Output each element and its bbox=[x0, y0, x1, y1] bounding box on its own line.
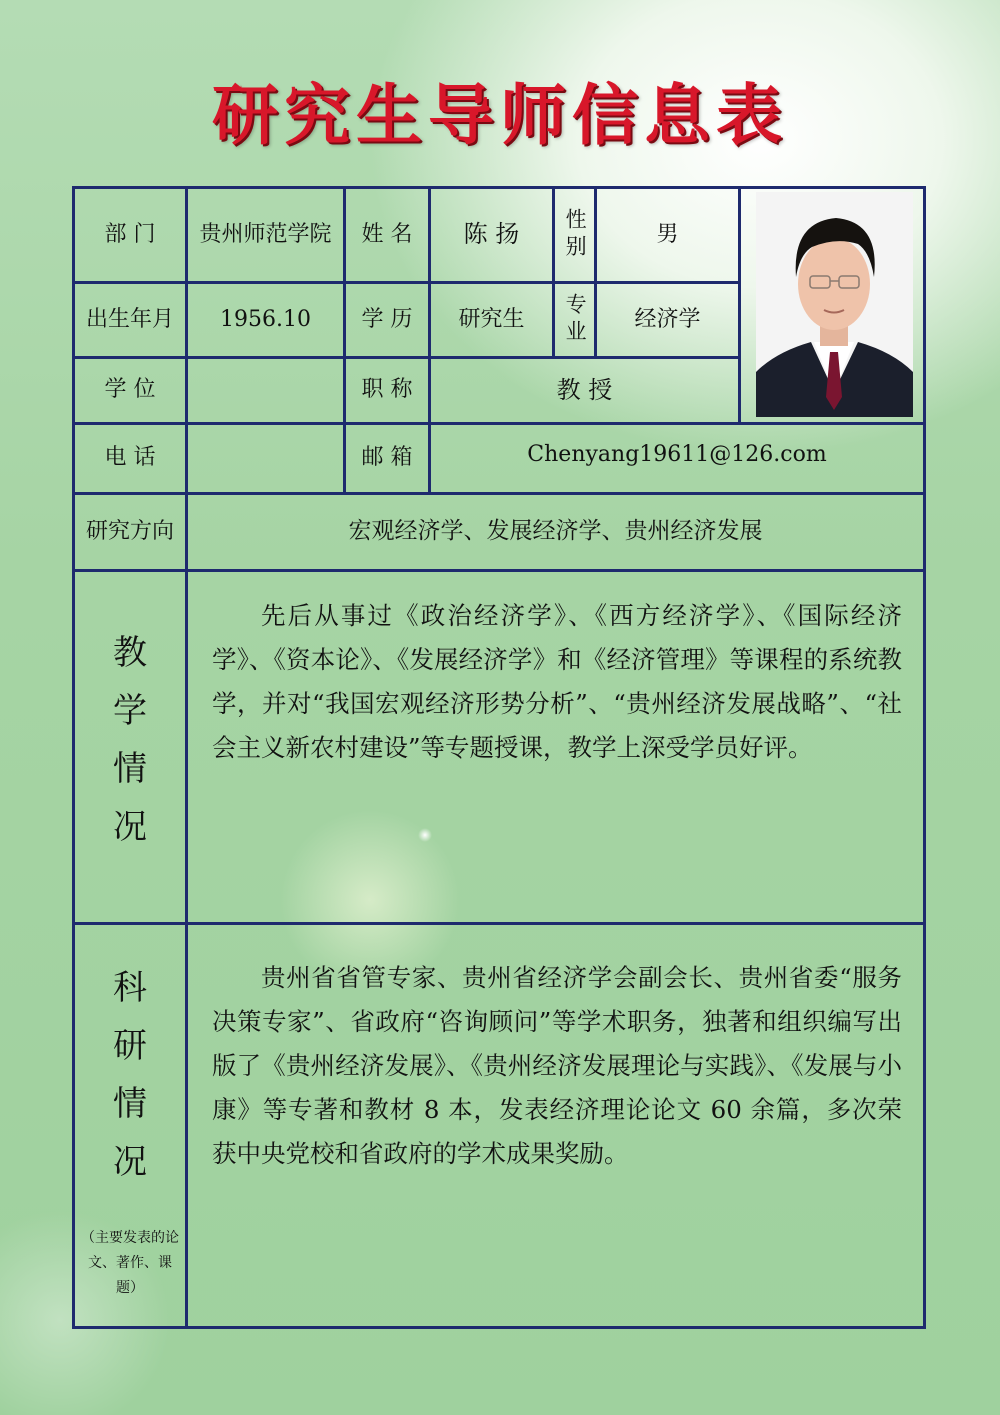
title-value: 教 授 bbox=[556, 375, 613, 404]
teaching-label-char: 学 bbox=[113, 691, 147, 731]
gender-value: 男 bbox=[656, 221, 679, 247]
teaching-text: 先后从事过《政治经济学》、《西方经济学》、《国际经济学》、《资本论》、《发展经济学》和《经济管理》等课程的系统教学，并对“我国宏观经济形势分析”、“贵州经济发展战略”、“社会主义新农村建设”等专题授课，教学上深受学员好评。 bbox=[212, 601, 902, 762]
birth-value: 1956.10 bbox=[220, 306, 311, 332]
info-table bbox=[72, 186, 926, 1329]
edu-label: 学 历 bbox=[361, 306, 413, 332]
research-direction-value: 宏观经济学、发展经济学、贵州经济发展 bbox=[348, 518, 763, 545]
research-note: （主要发表的论文、著作、课题） bbox=[81, 1230, 179, 1296]
teaching-label-char: 情 bbox=[113, 749, 147, 789]
email-value: Chenyang19611@126.com bbox=[527, 442, 827, 467]
page-title: 研究生导师信息表 bbox=[212, 77, 788, 154]
title-label: 职 称 bbox=[361, 377, 413, 403]
phone-label: 电 话 bbox=[104, 445, 156, 471]
research-label bbox=[75, 925, 185, 1225]
teaching-label-char: 教 bbox=[113, 633, 147, 673]
teaching-label-char: 况 bbox=[113, 807, 147, 847]
dept-label: 部 门 bbox=[104, 221, 156, 247]
degree-label: 学 位 bbox=[104, 377, 156, 403]
edu-value: 研究生 bbox=[458, 306, 525, 332]
research-label-char: 研 bbox=[113, 1026, 147, 1066]
name-label: 姓 名 bbox=[361, 221, 413, 247]
portrait-photo bbox=[756, 192, 913, 417]
email-label: 邮 箱 bbox=[361, 445, 413, 471]
research-label-char: 科 bbox=[113, 968, 147, 1008]
major-label: 专业 bbox=[563, 293, 588, 347]
degree-value bbox=[188, 359, 343, 422]
gender-label: 性别 bbox=[563, 208, 588, 262]
research-label-char: 况 bbox=[113, 1142, 147, 1182]
name-value: 陈 扬 bbox=[463, 220, 520, 249]
research-text: 贵州省省管专家、贵州省经济学会副会长、贵州省委“服务决策专家”、省政府“咨询顾问”等学术职务，独著和组织编写出版了《贵州经济发展》、《贵州经济发展理论与实践》、《发展与小康》等专著和教材 8 本，发表经济理论论文 60 余篇，多次荣获中央党校和省政府的学术成果奖励。 bbox=[212, 963, 902, 1168]
phone-value bbox=[188, 425, 343, 492]
research-label-char: 情 bbox=[113, 1084, 147, 1124]
teaching-label bbox=[75, 572, 185, 922]
birth-label: 出生年月 bbox=[85, 306, 174, 332]
major-value: 经济学 bbox=[634, 306, 701, 332]
research-direction-label: 研究方向 bbox=[85, 518, 174, 544]
dept-value: 贵州师范学院 bbox=[199, 221, 332, 247]
